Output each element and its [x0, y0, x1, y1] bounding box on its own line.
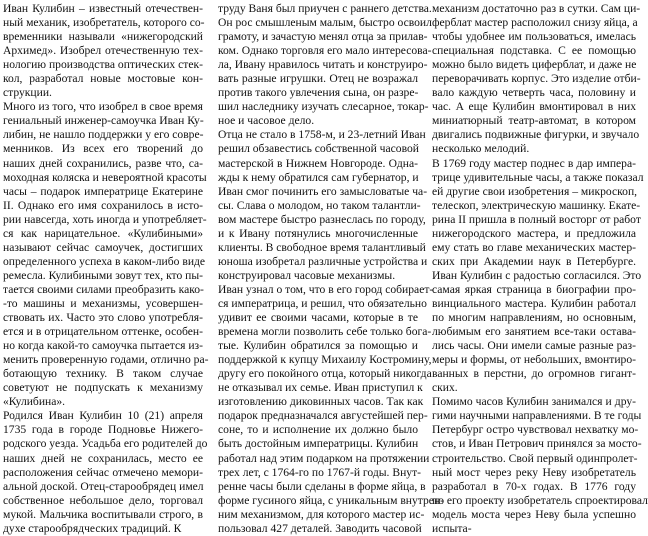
- text-line: трице удивительные часы, а также показал: [432, 170, 644, 184]
- text-line: временники называли «нижегородский: [3, 30, 203, 44]
- text-line: грамоту, и зачастую менял отца за прилав-: [218, 30, 428, 44]
- text-line: чтобы удобнее им пользоваться, имелась: [432, 30, 636, 44]
- text-line: ся императрица, и решил, что обязательно: [218, 296, 427, 310]
- text-line: мукой. Мальчика воспитывали строго, в: [3, 507, 203, 521]
- text-line: собственное небольшое дело, торговал: [3, 493, 203, 507]
- text-line: модель моста через Неву была успешно: [432, 507, 636, 521]
- text-line: Иван смог починить его замысловатые ча-: [218, 184, 428, 198]
- text-line: Помимо часов Кулибин занимался и дру-: [432, 395, 636, 409]
- text-line: несколько мелодий.: [432, 142, 530, 156]
- text-line: ремесла. Кулибиными зовут тех, кто пы-: [3, 268, 204, 282]
- text-line: юноша изобретал различные устройства и: [218, 254, 428, 268]
- text-line: гими научными направлениями. В те годы: [432, 409, 642, 423]
- text-line: ный мост через реку Неву изобретатель: [432, 465, 636, 479]
- text-line: -то машины и механизмы, усовершен-: [3, 296, 203, 310]
- text-line: расположения сейчас отмечено мемори-: [3, 465, 203, 479]
- text-line: тые. Кулибин обратился за помощью и: [218, 339, 418, 353]
- text-line: ним механизмом, для которого мастер ис-: [218, 507, 425, 521]
- text-column-1: [3, 2, 209, 535]
- text-line: поддержкой к купцу Михаилу Костромину,: [218, 353, 432, 367]
- text-line: Он рос смышленым малым, быстро освоил: [218, 16, 432, 30]
- text-line: лись часы. Они имели самые разные раз-: [432, 339, 636, 353]
- text-line: против такого увлечения сына, он разре-: [218, 86, 419, 100]
- text-line: вало каждую четверть часа, половину и: [432, 86, 636, 100]
- text-line: час. А еще Кулибин вмонтировал в них: [432, 100, 636, 114]
- text-line: миниатюрный театр-автомат, в котором: [432, 114, 636, 128]
- text-line: удивит ее своими часами, которые в те: [218, 311, 418, 325]
- text-line: духе старообрядческих традиций. К: [3, 521, 182, 535]
- text-line: по многим направлениям, но основным,: [432, 311, 636, 325]
- text-line: переворачивать корпус. Это изделие отби-: [432, 72, 641, 86]
- text-line: менников. Из всех его творений до: [3, 142, 203, 156]
- text-line: определенного успеха в каком-либо виде: [3, 254, 206, 268]
- text-line: самая яркая страница в биографии про-: [432, 282, 636, 296]
- text-line: Родился Иван Кулибин 10 (21) апреля: [3, 409, 203, 423]
- text-column-3: [432, 2, 648, 535]
- text-line: клиенты. В свободное время талантливый: [218, 240, 426, 254]
- text-line: телескоп, электрическую машинку. Екате-: [432, 198, 641, 212]
- text-line: менить проверенную годами, отлично ра-: [3, 353, 209, 367]
- text-line: наших дней сохранились, разве что, са-: [3, 156, 203, 170]
- text-line: II. Однако его имя сохранилось в исто-: [3, 198, 203, 212]
- text-line: мастерской в Нижнем Новгороде. Одна-: [218, 156, 418, 170]
- text-line: наших дней не сохранилась, место ее: [3, 451, 203, 465]
- text-line: Иван узнал о том, что в его город собирает-: [218, 282, 434, 296]
- text-line: двигались подвижные фигурки, и звучало: [432, 128, 640, 142]
- text-line: тается своими силами преобразить како-: [3, 282, 204, 296]
- text-line: ком. Однако торговля его мало интересова-: [218, 44, 432, 58]
- text-line: альной доской. Отец-старообрядец имел: [3, 479, 204, 493]
- text-line: В 1769 году мастер поднес в дар импера-: [432, 156, 636, 170]
- text-line: родского уезда. Усадьба его родителей до: [3, 437, 208, 451]
- text-line: ванных в перстни, до огромнов гигант-: [432, 367, 636, 381]
- text-line: часы – подарок императрице Екатерине: [3, 184, 203, 198]
- text-line: труду Ваня был приучен с раннего детства.: [218, 2, 432, 15]
- text-line: разработал в 70-х годах. В 1776 году: [432, 479, 636, 493]
- text-line: Петербург остро чувствовал нехватку мо-: [432, 423, 639, 437]
- text-line: соне, то и исполнение их должно было: [218, 423, 418, 437]
- text-line: Архимед». Изобрел отечественную тех-: [3, 44, 203, 58]
- text-line: ботающую технику. В таком случае: [3, 367, 203, 381]
- text-line: подарок предназначался августейшей пер-: [218, 409, 428, 423]
- text-line: ный механик, изобретатель, которого со-: [3, 16, 205, 30]
- text-line: нологию производства оптических стек-: [3, 58, 203, 72]
- text-line: другу его покойного отца, который никогда: [218, 367, 432, 381]
- text-line: ему стать во главе механических мастер-: [432, 240, 636, 254]
- text-line: советуют не подпускать к механизму: [3, 381, 203, 395]
- text-line: рина II пришла в полный восторг от работ: [432, 212, 641, 226]
- text-line: трех лет, с 1764-го по 1767-й годы. Внут-: [218, 465, 421, 479]
- text-line: по его проекту изобретатель спроектировал: [432, 493, 648, 507]
- text-line: ских при Академии наук в Петербурге.: [432, 254, 636, 268]
- text-line: можно было видеть циферблат, и даже не: [432, 58, 637, 72]
- text-line: Иван Кулибин с радостью согласился. Это: [432, 268, 642, 282]
- text-line: ствовать их. Часто это слово употребля-: [3, 311, 203, 325]
- text-line: ное и часовое дело.: [218, 114, 315, 128]
- text-line: либин, не нашло поддержки у его совре-: [3, 128, 204, 142]
- text-line: конструировал часовые механизмы.: [218, 268, 396, 282]
- text-line: не отказывал их семье. Иван приступил к: [218, 381, 423, 395]
- text-line: нижегородского мастера, и предложила: [432, 226, 636, 240]
- text-line: стов, и Иван Петрович принялся за мосто-: [432, 437, 642, 451]
- text-line: ется и в отрицательном оттенке, особен-: [3, 325, 203, 339]
- text-line: строительство. Свой первый одинпролет-: [432, 451, 638, 465]
- text-line: «Кулибина».: [3, 395, 66, 409]
- text-line: винциального мастера. Кулибин работал: [432, 296, 636, 310]
- text-line: сы. Слава о молодом, но таком талантли-: [218, 198, 421, 212]
- text-line: ских.: [432, 381, 458, 395]
- text-line: любимым его занятием все-таки остава-: [432, 325, 636, 339]
- text-line: ренне часы были сделаны в форме яйца, в: [218, 479, 426, 493]
- text-line: шил наследнику изучать слесарное, токар-: [218, 100, 429, 114]
- text-line: механизм достаточно раз в сутки. Сам ци-: [432, 2, 641, 15]
- text-line: ферблат мастер расположил снизу яйца, а: [432, 16, 638, 30]
- text-line: ся как нарицательное. «Кулибиными»: [3, 226, 203, 240]
- text-line: называют сейчас самоучек, достигших: [3, 240, 203, 254]
- text-line: изготовлению диковинных часов. Так как: [218, 395, 424, 409]
- text-line: жды к нему обратился сам губернатор, и: [218, 170, 419, 184]
- text-line: времена могли позволить себе только бога-: [218, 325, 432, 339]
- text-line: форме гусиного яйца, с уникальным внутрен-: [218, 493, 445, 507]
- text-line: быть достойным императрицы. Кулибин: [218, 437, 419, 451]
- text-line: 1735 года в городе Подновье Нижего-: [3, 423, 203, 437]
- text-line: струкции.: [3, 86, 52, 100]
- text-line: рии навсегда, хоть иногда и употребляет-: [3, 212, 207, 226]
- text-line: моходная коляска и невероятной красоты: [3, 170, 207, 184]
- text-line: кол, разработал новые мостовые кон-: [3, 72, 203, 86]
- text-line: но когда какой-то самоучка пытается из-: [3, 339, 203, 353]
- text-line: вать разные игрушки. Отец не возражал: [218, 72, 418, 86]
- text-line: специальная подставка. С ее помощью: [432, 44, 636, 58]
- text-line: Отца не стало в 1758-м, и 23-летний Иван: [218, 128, 426, 142]
- text-line: меры и формы, от небольших, вмонтиро-: [432, 353, 636, 367]
- text-line: ей другие свои изобретения – микроскоп,: [432, 184, 638, 198]
- text-line: Много из того, что изобрел в свое время: [3, 100, 203, 114]
- text-line: Иван Кулибин – известный отечествен-: [3, 2, 203, 15]
- text-line: работал над этим подарком на протяжении: [218, 451, 430, 465]
- text-line: пользовал 427 деталей. Заводить часовой: [218, 521, 422, 535]
- text-line: вом мастере быстро разнеслась по городу,: [218, 212, 426, 226]
- text-line: ла, Ивану нравилось читать и конструиро-: [218, 58, 428, 72]
- text-line: и к Ивану потянулись многочисленные: [218, 226, 418, 240]
- text-line: решил обзавестись собственной часовой: [218, 142, 419, 156]
- text-line: испыта-: [432, 521, 472, 535]
- text-line: гениальный инженер-самоучка Иван Ку-: [3, 114, 204, 128]
